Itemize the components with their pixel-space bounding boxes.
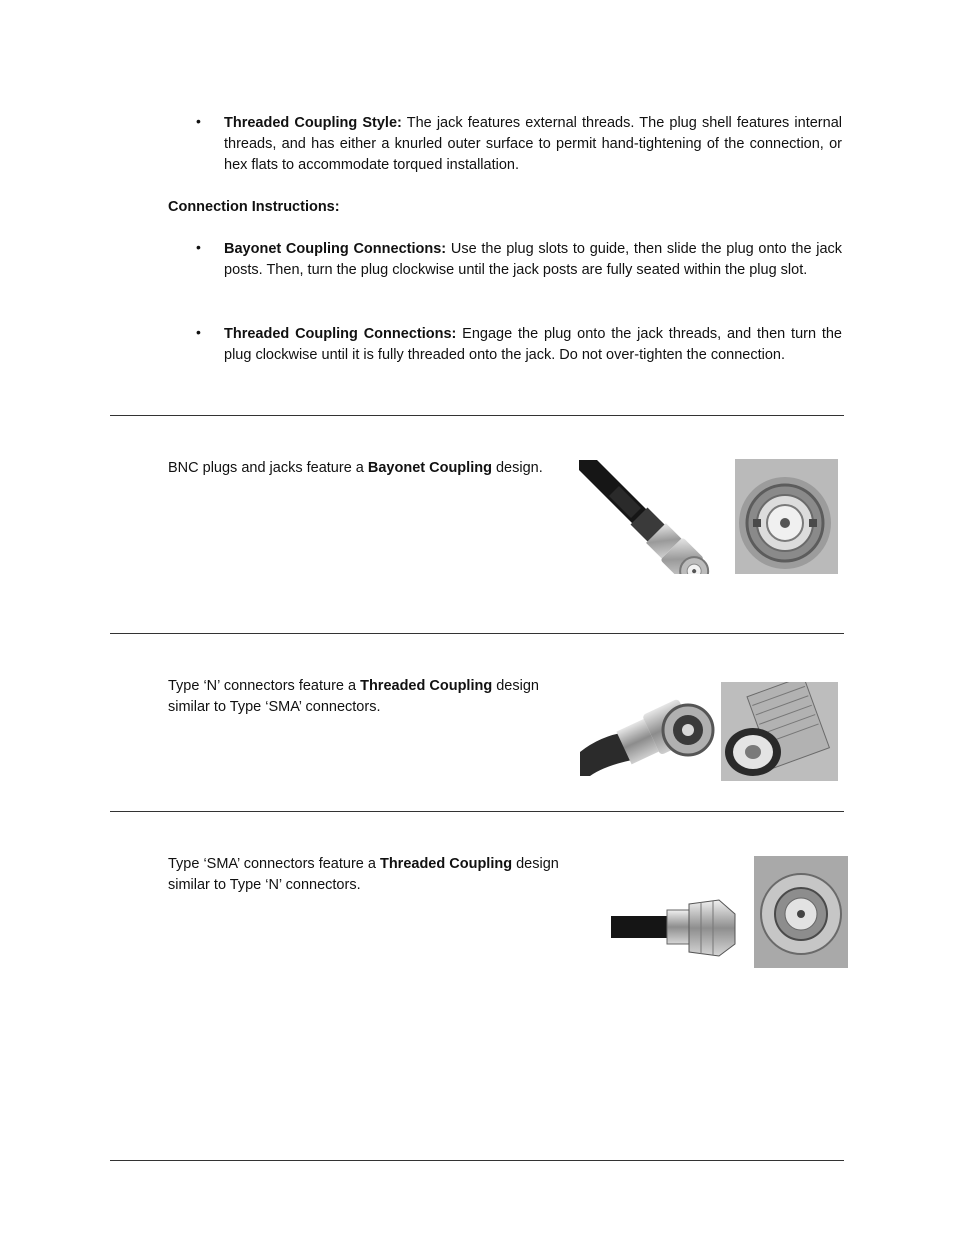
bullet-glyph: •	[196, 324, 201, 340]
bnc-description: BNC plugs and jacks feature a Bayonet Coupling design.	[168, 460, 543, 476]
section-divider	[110, 1160, 844, 1161]
bayonet-connections-term: Bayonet Coupling Connections:	[224, 241, 447, 257]
threaded-connections-text	[224, 324, 842, 366]
threaded-style-description: The jack features external threads. The plug shell features internal threads, and has either a knurled outer surface to permit hand-tightening of the connection, or hex flats to accommodate torqued installation.	[224, 115, 842, 173]
bullet-glyph: •	[196, 113, 201, 129]
type-n-jack-photo	[721, 682, 838, 781]
section-divider	[110, 415, 844, 416]
threaded-connections-term: Threaded Coupling Connections:	[224, 326, 457, 342]
bullet-glyph: •	[196, 239, 201, 255]
section-divider	[110, 633, 844, 634]
threaded-style-bullet	[196, 113, 842, 177]
sma-jack-photo	[754, 856, 848, 968]
connection-instructions-heading: Connection Instructions:	[168, 199, 340, 215]
sma-plug-photo	[611, 892, 742, 968]
bayonet-connections-text	[224, 239, 842, 281]
threaded-style-term: Threaded Coupling Style:	[224, 115, 402, 131]
type-n-description: Type ‘N’ connectors feature a Threaded Coupling design similar to Type ‘SMA’ connectors.	[168, 678, 539, 715]
threaded-connections-description: Engage the plug onto the jack threads, and then turn the plug clockwise until it is fully threaded onto the jack. Do not over-tighten the connection.	[224, 326, 842, 363]
threaded-style-text	[224, 113, 842, 176]
bayonet-connections-bullet	[196, 239, 842, 303]
section-divider	[110, 811, 844, 812]
bnc-plug-photo	[579, 460, 717, 574]
bnc-jack-photo	[735, 459, 838, 574]
type-n-plug-photo	[580, 696, 716, 776]
sma-description: Type ‘SMA’ connectors feature a Threaded Coupling design similar to Type ‘N’ connectors.	[168, 856, 559, 893]
threaded-connections-bullet	[196, 324, 842, 388]
bayonet-connections-description: Use the plug slots to guide, then slide the plug onto the jack posts. Then, turn the plug clockwise until the jack posts are fully seated within the plug slot.	[224, 241, 843, 278]
